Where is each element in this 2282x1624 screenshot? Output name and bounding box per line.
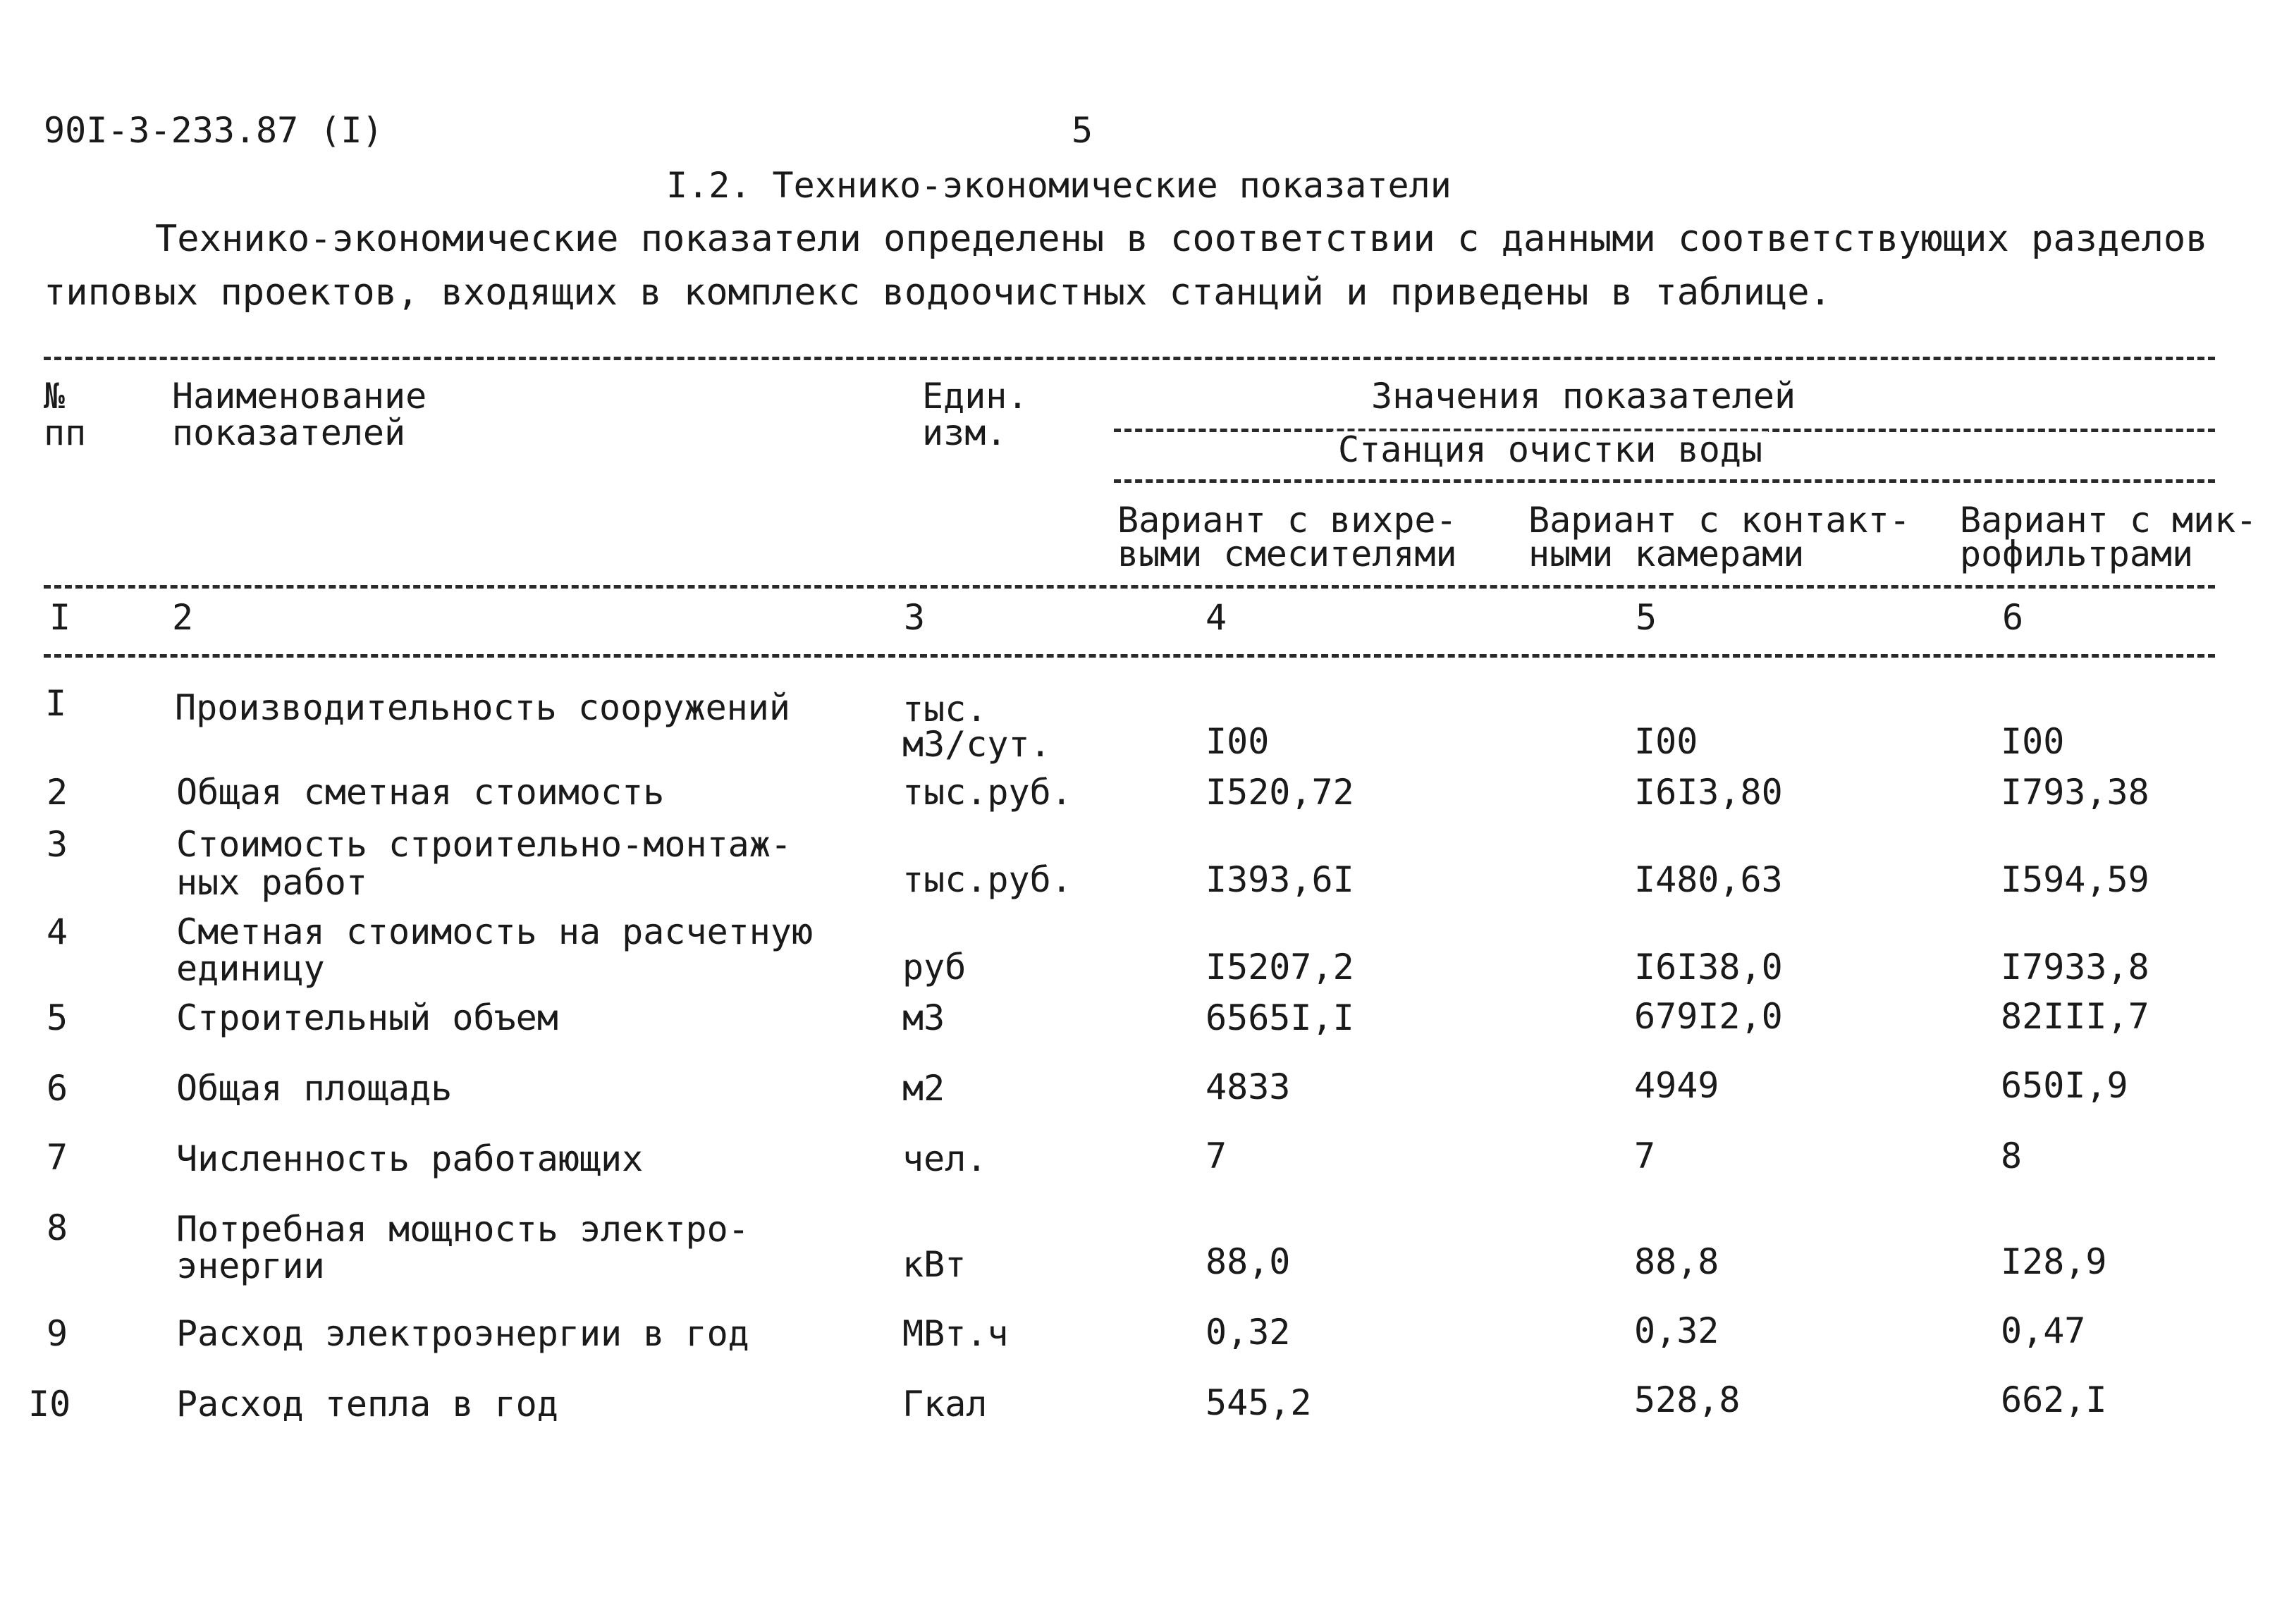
row-name: единицу — [176, 948, 325, 989]
row-value-variant-1: I00 — [1206, 721, 1270, 762]
section-title: I.2. Технико-экономические показатели — [666, 165, 1452, 206]
header-variant-3-line-1: Вариант с мик- — [1960, 500, 2257, 541]
row-number: 8 — [47, 1207, 68, 1248]
row-number: 6 — [47, 1068, 68, 1109]
row-unit: Гкал — [902, 1384, 988, 1425]
row-number: 5 — [47, 997, 68, 1038]
row-name: Производительность сооружений — [175, 687, 790, 728]
row-unit: м3/сут. — [902, 724, 1051, 765]
row-unit: руб — [902, 947, 967, 988]
row-value-variant-3: 662,I — [2001, 1379, 2107, 1420]
row-value-variant-3: 82III,7 — [2001, 996, 2149, 1037]
row-name: Строительный объем — [176, 997, 558, 1038]
header-values-group: Значения показателей — [1371, 376, 1796, 417]
row-number: 2 — [47, 772, 68, 813]
row-unit: чел. — [902, 1138, 988, 1179]
row-unit: тыс.руб. — [902, 772, 1072, 813]
row-name: Расход тепла в год — [176, 1384, 558, 1425]
header-num-symbol: № — [44, 376, 66, 417]
column-number: 5 — [1636, 597, 1657, 638]
header-name-line-1: Наименование — [172, 376, 427, 417]
row-value-variant-1: 4833 — [1206, 1066, 1291, 1107]
row-value-variant-2: I480,63 — [1634, 859, 1783, 900]
row-value-variant-1: 88,0 — [1206, 1241, 1291, 1282]
row-value-variant-2: 4949 — [1634, 1065, 1719, 1106]
row-name: энергии — [176, 1245, 325, 1286]
row-value-variant-2: 528,8 — [1634, 1379, 1741, 1420]
header-variant-1-line-2: выми смесителями — [1117, 534, 1457, 574]
table-top-rule — [44, 357, 2215, 360]
column-number: 6 — [2002, 597, 2024, 638]
row-number: 9 — [47, 1313, 68, 1354]
row-value-variant-1: 7 — [1206, 1136, 1227, 1176]
row-number: I — [45, 683, 67, 724]
row-value-variant-2: I6I3,80 — [1634, 772, 1783, 813]
row-unit: тыс. — [902, 689, 988, 730]
row-value-variant-3: I28,9 — [2001, 1241, 2107, 1282]
row-value-variant-3: I793,38 — [2001, 772, 2149, 813]
row-value-variant-2: I6I38,0 — [1634, 947, 1783, 988]
row-name: ных работ — [176, 862, 367, 903]
row-name: Стоимость строительно-монтаж- — [176, 824, 792, 865]
row-value-variant-3: 650I,9 — [2001, 1065, 2128, 1106]
row-unit: тыс.руб. — [902, 859, 1072, 900]
header-unit-line-1: Един. — [922, 376, 1029, 417]
column-number: 3 — [904, 597, 926, 638]
header-variant-3-line-2: рофильтрами — [1960, 534, 2194, 574]
header-variant-1-line-1: Вариант с вихре- — [1117, 500, 1457, 541]
col-numbers-rule — [44, 654, 2215, 658]
row-value-variant-3: 8 — [2001, 1136, 2023, 1176]
row-value-variant-1: I393,6I — [1206, 859, 1354, 900]
row-value-variant-1: I520,72 — [1206, 772, 1354, 813]
row-unit: м3 — [902, 997, 945, 1038]
row-value-variant-3: I00 — [2001, 721, 2065, 762]
header-station-group: Станция очистки воды — [1332, 431, 1768, 468]
row-name: Общая сметная стоимость — [176, 772, 665, 813]
header-variant-2-line-2: ными камерами — [1528, 534, 1805, 574]
row-number: 4 — [47, 911, 68, 952]
column-number: 2 — [172, 597, 194, 638]
column-number: 4 — [1206, 597, 1227, 638]
row-value-variant-2: 88,8 — [1634, 1241, 1719, 1282]
row-name: Общая площадь — [176, 1068, 453, 1109]
row-value-variant-1: 6565I,I — [1206, 997, 1354, 1038]
row-value-variant-2: I00 — [1634, 721, 1698, 762]
row-value-variant-3: I7933,8 — [2001, 947, 2149, 988]
row-value-variant-2: 679I2,0 — [1634, 996, 1783, 1037]
row-value-variant-1: 545,2 — [1206, 1382, 1312, 1423]
row-unit: кВт — [902, 1244, 967, 1285]
row-value-variant-1: I5207,2 — [1206, 947, 1354, 988]
row-name: Сметная стоимость на расчетную — [176, 911, 814, 952]
variants-rule — [1114, 479, 2215, 483]
intro-line-1: Технико-экономические показатели определены в соответствии с данными соответствующих разделов — [155, 218, 2208, 260]
row-number: I0 — [28, 1384, 71, 1425]
page-number: 5 — [1072, 110, 1093, 151]
row-unit: м2 — [902, 1068, 945, 1109]
header-bottom-rule — [44, 585, 2215, 589]
row-unit: МВт.ч — [902, 1313, 1009, 1354]
row-name: Потребная мощность электро- — [176, 1209, 749, 1250]
intro-line-2: типовых проектов, входящих в комплекс водоочистных станций и приведены в таблице. — [44, 271, 1832, 314]
header-variant-2-line-1: Вариант с контакт- — [1528, 500, 1910, 541]
row-name: Расход электроэнергии в год — [176, 1313, 749, 1354]
header-name-line-2: показателей — [172, 412, 406, 453]
row-value-variant-1: 0,32 — [1206, 1312, 1291, 1353]
header-unit-line-2: изм. — [922, 412, 1007, 453]
row-number: 3 — [47, 824, 68, 865]
row-name: Численность работающих — [176, 1138, 644, 1179]
document-code: 90I-3-233.87 (I) — [44, 110, 384, 151]
row-value-variant-2: 7 — [1634, 1136, 1656, 1176]
header-num-label: пп — [44, 412, 87, 453]
row-value-variant-3: 0,47 — [2001, 1310, 2086, 1351]
row-number: 7 — [47, 1137, 68, 1178]
column-number: I — [49, 597, 71, 638]
row-value-variant-2: 0,32 — [1634, 1310, 1719, 1351]
row-value-variant-3: I594,59 — [2001, 859, 2149, 900]
